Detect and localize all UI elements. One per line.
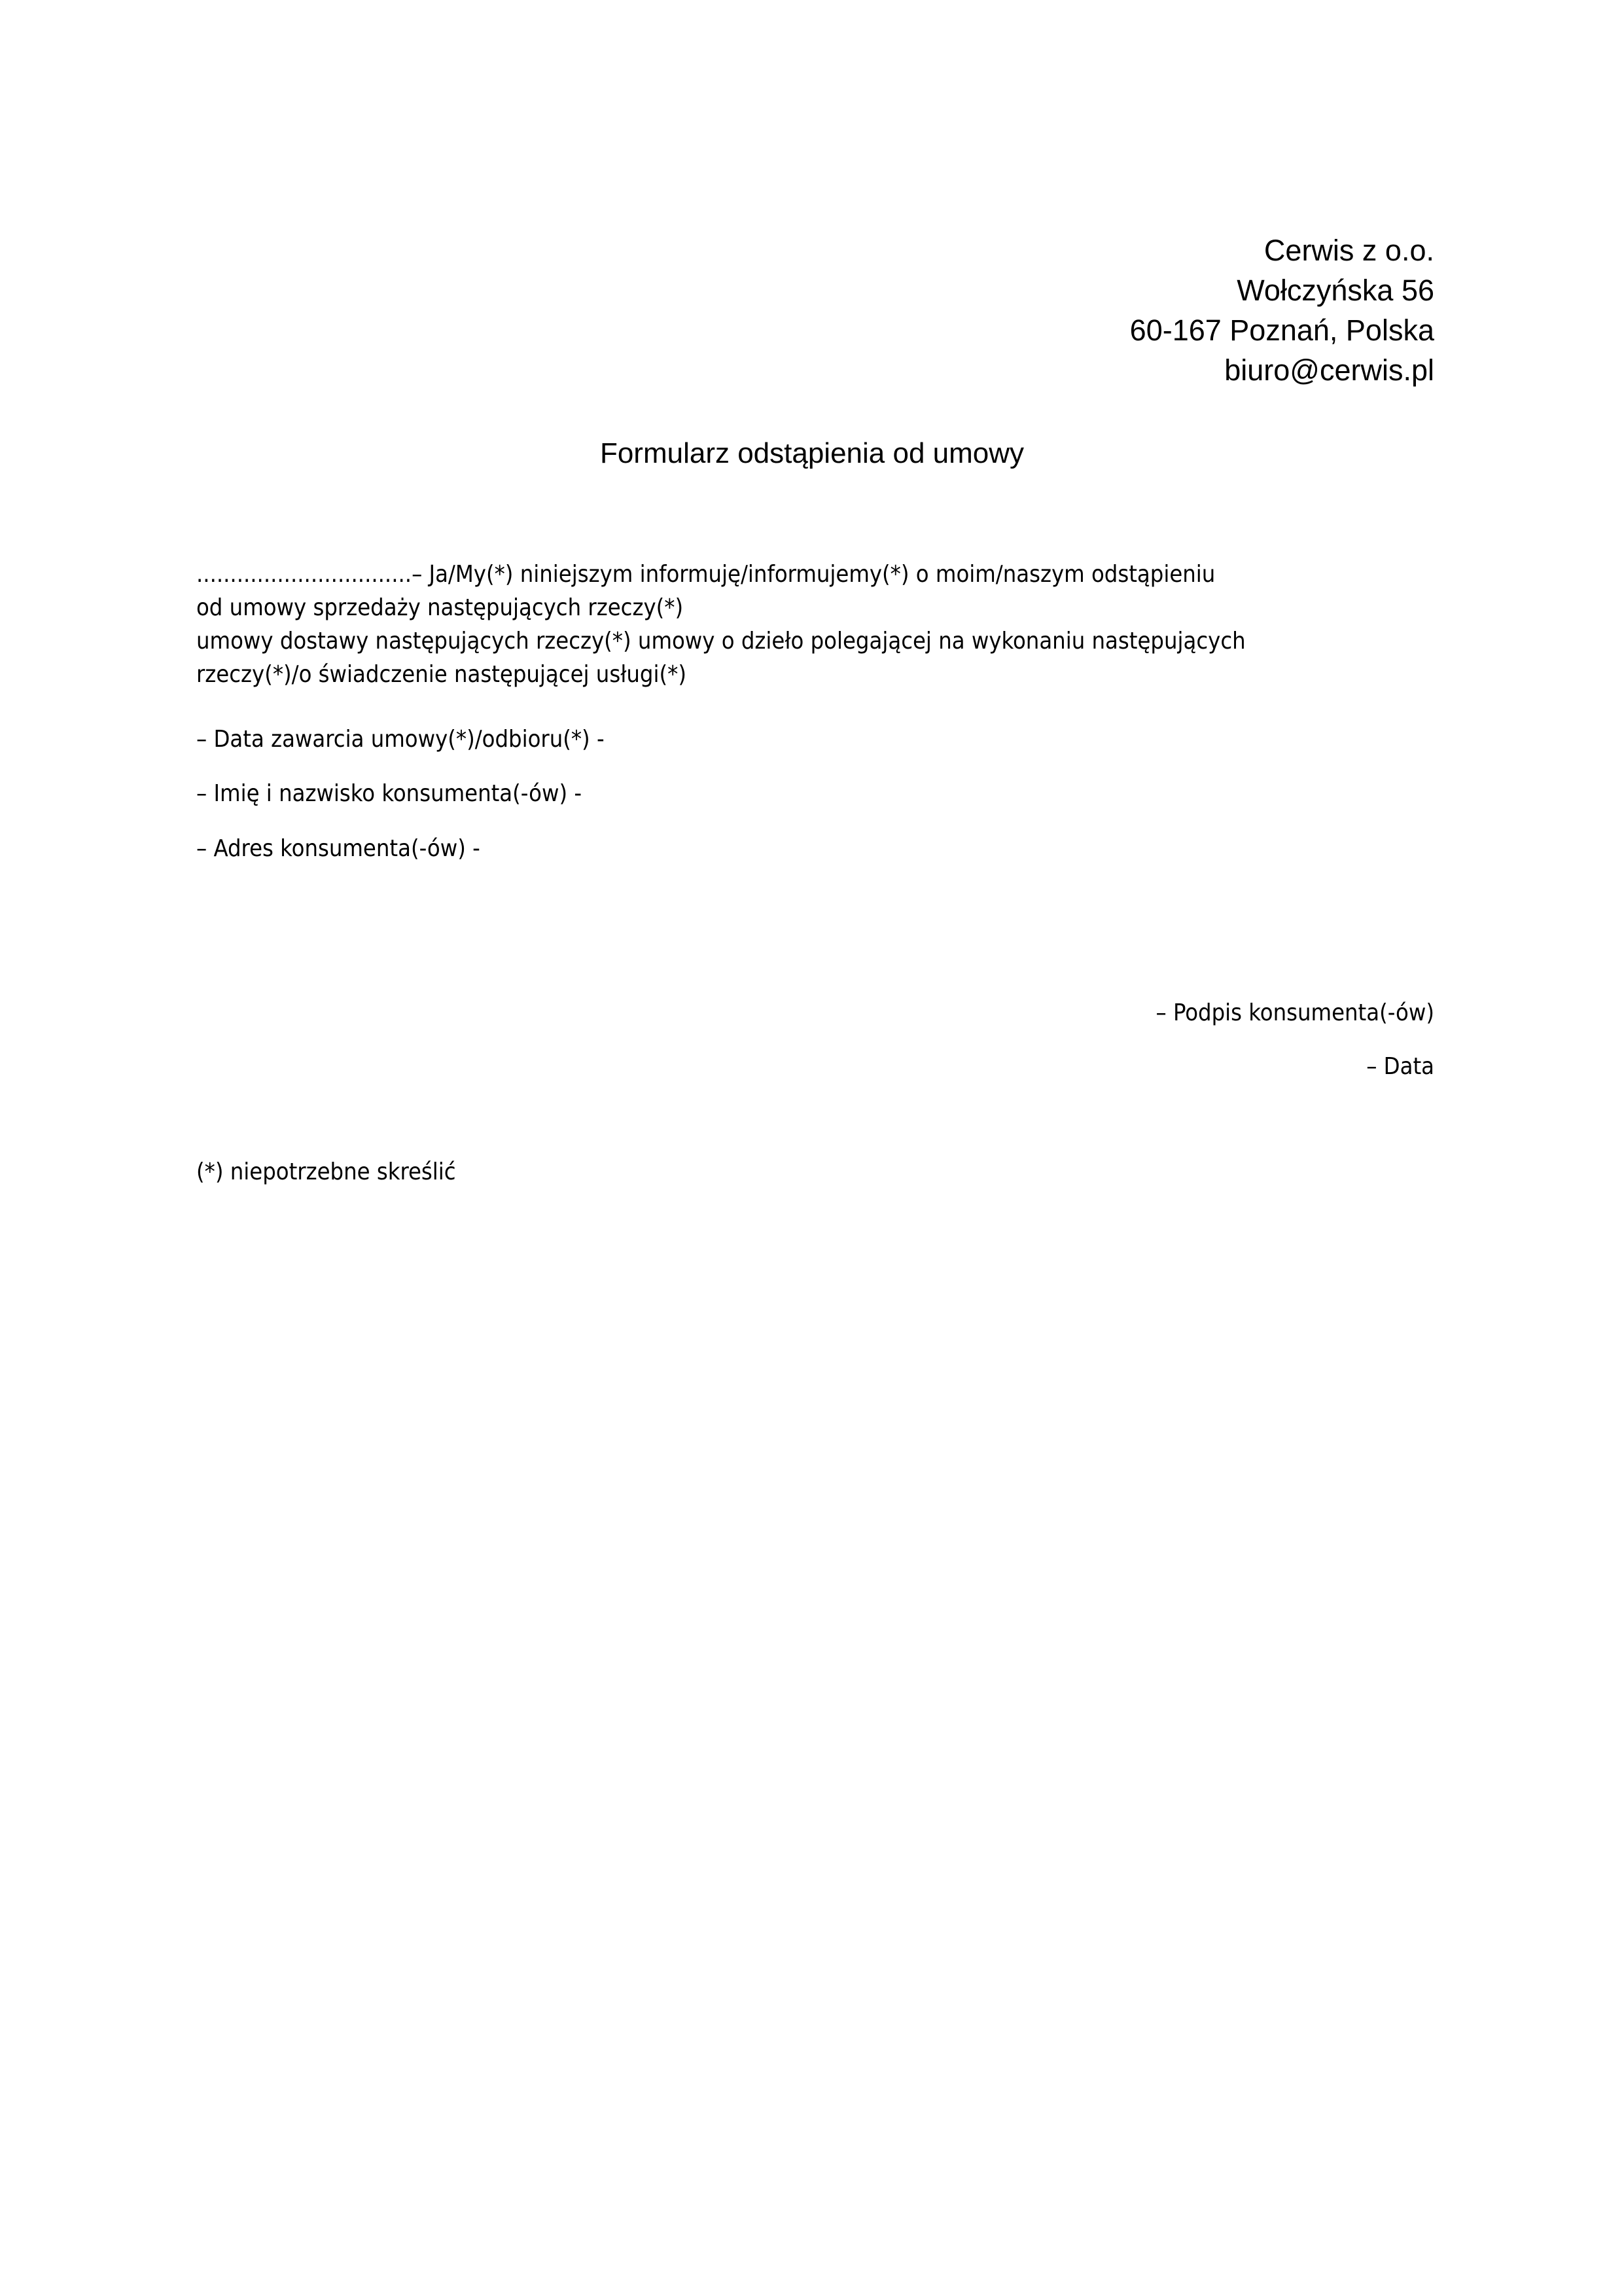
field-consumer-name: – Imię i nazwisko konsumenta(-ów) - — [196, 780, 582, 807]
signature-label: – Podpis konsumenta(-ów) — [1156, 999, 1434, 1026]
company-street: Wołczyńska 56 — [1237, 274, 1434, 307]
company-address-block — [1130, 230, 1434, 390]
statement-line-1 — [196, 558, 1439, 591]
company-city: 60-167 Poznań, Polska — [1129, 314, 1434, 347]
date-label: – Data — [1366, 1053, 1434, 1080]
statement-line-2: od umowy sprzedaży następujących rzeczy(*) — [196, 594, 684, 621]
statement-line-4: rzeczy(*)/o świadczenie następującej usługi(*) — [196, 661, 686, 688]
company-name: Cerwis z o.o. — [1263, 234, 1434, 267]
withdrawal-statement — [196, 558, 1439, 691]
footnote: (*) niepotrzebne skreślić — [196, 1158, 456, 1185]
document-title: Formularz odstąpienia od umowy — [599, 437, 1025, 469]
field-contract-date: – Data zawarcia umowy(*)/odbioru(*) - — [196, 726, 605, 753]
statement-text-1: – Ja/My(*) niniejszym informuję/informujemy(*) o moim/naszym odstąpieniu — [412, 561, 1216, 588]
fill-in-leader: ................................ — [196, 561, 412, 588]
field-consumer-address: – Adres konsumenta(-ów) - — [196, 835, 480, 862]
company-email: biuro@cerwis.pl — [1224, 353, 1434, 387]
statement-line-3: umowy dostawy następujących rzeczy(*) umowy o dzieło polegającej na wykonaniu następujących — [196, 628, 1246, 655]
